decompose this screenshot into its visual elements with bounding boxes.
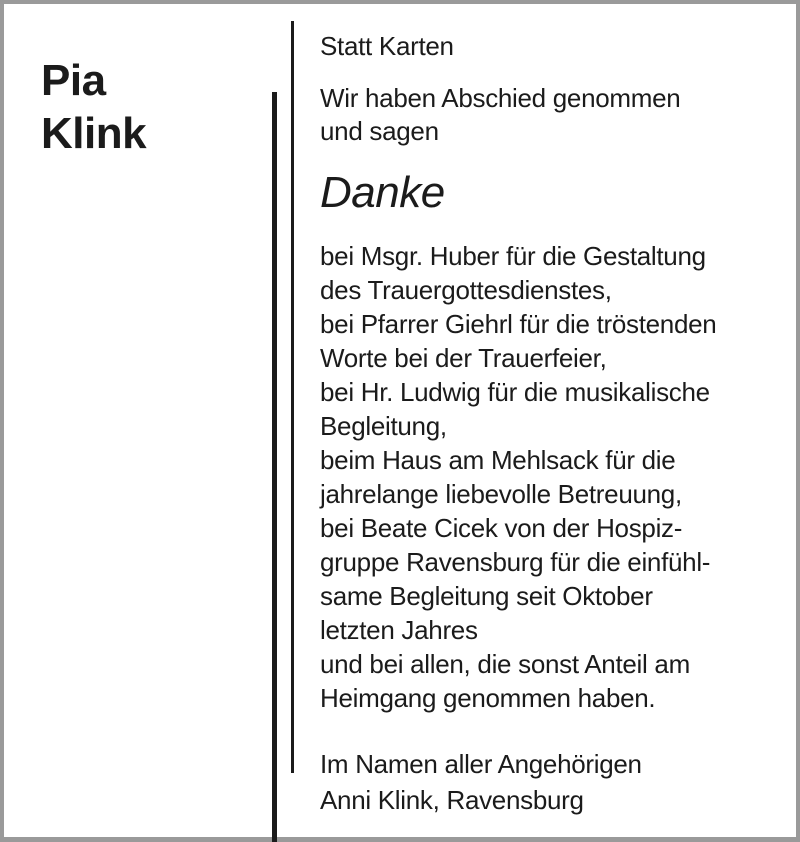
deceased-name bbox=[41, 54, 146, 160]
thanks-line: Heimgang genommen haben. bbox=[320, 683, 656, 713]
deceased-first-name: Pia bbox=[41, 56, 106, 105]
thanks-line: letzten Jahres bbox=[320, 615, 478, 645]
thanks-line: Begleitung, bbox=[320, 411, 447, 441]
signature-block bbox=[320, 746, 790, 818]
signature-line: Im Namen aller Angehörigen bbox=[320, 749, 642, 779]
thanks-line: und bei allen, die sonst Anteil am bbox=[320, 649, 690, 679]
thanks-line: beim Haus am Mehlsack für die bbox=[320, 445, 676, 475]
intro-line: Wir haben Abschied genommen bbox=[320, 83, 681, 113]
thanks-line: Worte bei der Trauerfeier, bbox=[320, 343, 607, 373]
intro-line: und sagen bbox=[320, 116, 439, 146]
thanks-line: bei Hr. Ludwig für die musikalische bbox=[320, 377, 710, 407]
signature-line: Anni Klink, Ravensburg bbox=[320, 785, 584, 815]
thanks-line: gruppe Ravensburg für die einfühl- bbox=[320, 547, 711, 577]
thanks-line: same Begleitung seit Oktober bbox=[320, 581, 653, 611]
danke-heading: Danke bbox=[320, 168, 445, 217]
obituary-card bbox=[4, 4, 796, 837]
deceased-last-name: Klink bbox=[41, 109, 147, 158]
vertical-divider-thin bbox=[291, 21, 294, 773]
vertical-divider-thick bbox=[272, 92, 277, 842]
thanks-line: jahrelange liebevolle Betreuung, bbox=[320, 479, 682, 509]
thanks-line: des Trauergottesdienstes, bbox=[320, 275, 612, 305]
intro-text bbox=[320, 82, 790, 148]
statt-karten-heading: Statt Karten bbox=[320, 31, 454, 61]
thanks-line: bei Msgr. Huber für die Gestaltung bbox=[320, 241, 706, 271]
thanks-line: bei Beate Cicek von der Hospiz- bbox=[320, 513, 683, 543]
thanks-line: bei Pfarrer Giehrl für die tröstenden bbox=[320, 309, 717, 339]
thanks-list bbox=[320, 239, 790, 715]
